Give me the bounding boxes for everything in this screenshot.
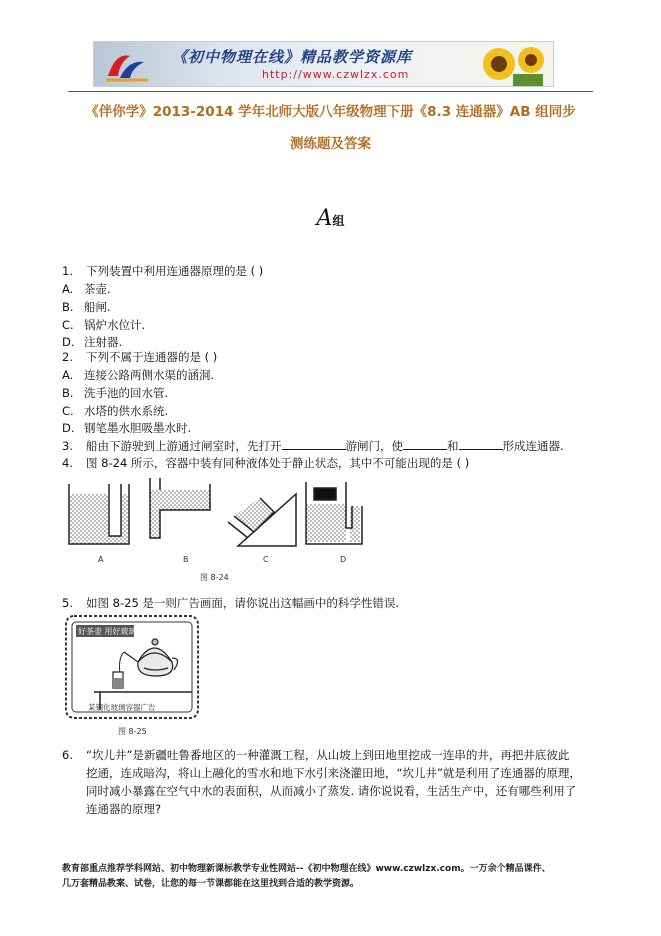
answer-blank[interactable]: [459, 438, 503, 450]
question-text: 下列不属于连通器的是 ( ): [86, 350, 218, 364]
question-3: 3. 船由下游驶到上游通过闸室时，先打开 游闸门，使 和 形成连通器.: [62, 439, 564, 453]
ad-caption: 某钢化玻璃容器广告: [88, 703, 156, 712]
answer-blank[interactable]: [403, 438, 447, 450]
figure-8-25: [64, 614, 204, 740]
page-footer: [62, 862, 602, 892]
figure-caption: 图 8-25: [118, 727, 147, 736]
svg-text:B: B: [183, 555, 189, 564]
page-title-line2: 测练题及答案: [290, 136, 371, 152]
header-banner: [93, 41, 554, 87]
ad-heading: 好茶壶 用好玻璃: [78, 627, 137, 636]
q2-option-d: D. 钢笔墨水胆吸墨水时.: [62, 421, 192, 435]
figure-a: [69, 484, 129, 544]
figure-8-24: [62, 476, 382, 586]
question-1: [62, 264, 263, 278]
footer-line-2: 几万套精品教案、试卷，让您的每一节课都能在这里找到合适的教学资源。: [62, 879, 360, 889]
group-heading: [0, 206, 661, 231]
question-5: 5. 如图 8-25 是一则广告画面，请你说出这幅画中的科学性错误.: [62, 596, 400, 610]
svg-text:A: A: [98, 555, 104, 564]
group-label: 组: [332, 214, 345, 228]
question-6-line-3: 同时减小暴露在空气中水的表面积，从而减小了蒸发. 请你说说看，生活生产中，还有哪些利用了: [86, 784, 577, 798]
q1-option-b: B. 船闸.: [62, 300, 111, 314]
q2-option-a: A. 连接公路两侧水渠的涵洞.: [62, 368, 215, 382]
sunflower-icon: [469, 44, 549, 86]
question-4: 4. 图 8-24 所示，容器中装有同种液体处于静止状态，其中不可能出现的是 ( ): [62, 456, 470, 470]
question-text: 下列装置中利用连通器原理的是 ( ): [86, 264, 264, 278]
svg-text:D: D: [340, 555, 347, 564]
q2-option-b: B. 洗手池的回水管.: [62, 386, 169, 400]
q1-option-c: C. 锅炉水位计.: [62, 318, 146, 332]
header-divider: [68, 91, 593, 92]
footer-line-1: 教育部重点推荐学科网站、初中物理新课标教学专业性网站--《初中物理在线》www.czwlzx.com。一万余个精品课件、: [62, 864, 551, 874]
figure-b: [150, 478, 210, 538]
svg-text:C: C: [263, 555, 269, 564]
question-6-line-4: 连通器的原理?: [86, 802, 162, 816]
figure-d: [306, 482, 362, 544]
question-6: 6. “坎儿井”是新疆吐鲁番地区的一种灌溉工程，从山坡上到田地里挖成一连串的井，再把井底彼此: [62, 748, 570, 762]
q1-option-a: A. 茶壶.: [62, 282, 111, 296]
banner-title: 《初中物理在线》精品教学资源库: [172, 48, 413, 66]
q2-option-c: C. 水塔的供水系统.: [62, 404, 169, 418]
page-title-line1: 《伴你学》2013-2014 学年北师大版八年级物理下册《8.3 连通器》AB 组同步: [85, 104, 576, 120]
q1-option-d: D. 注射器.: [62, 335, 123, 349]
group-letter: A: [316, 206, 333, 231]
banner-url[interactable]: http://www.czwlzx.com: [262, 68, 410, 81]
figure-caption: 图 8-24: [200, 573, 229, 582]
answer-blank[interactable]: [282, 438, 346, 450]
question-number: 1.: [62, 264, 73, 278]
figure-c: [228, 494, 296, 546]
question-6-line-2: 挖通，连成暗沟，将山上融化的雪水和地下水引来浇灌田地，“坎儿井”就是利用了连通器的原理，: [86, 766, 581, 780]
question-2: [62, 350, 217, 364]
question-number: 2.: [62, 350, 73, 364]
site-logo-icon: [102, 46, 152, 84]
